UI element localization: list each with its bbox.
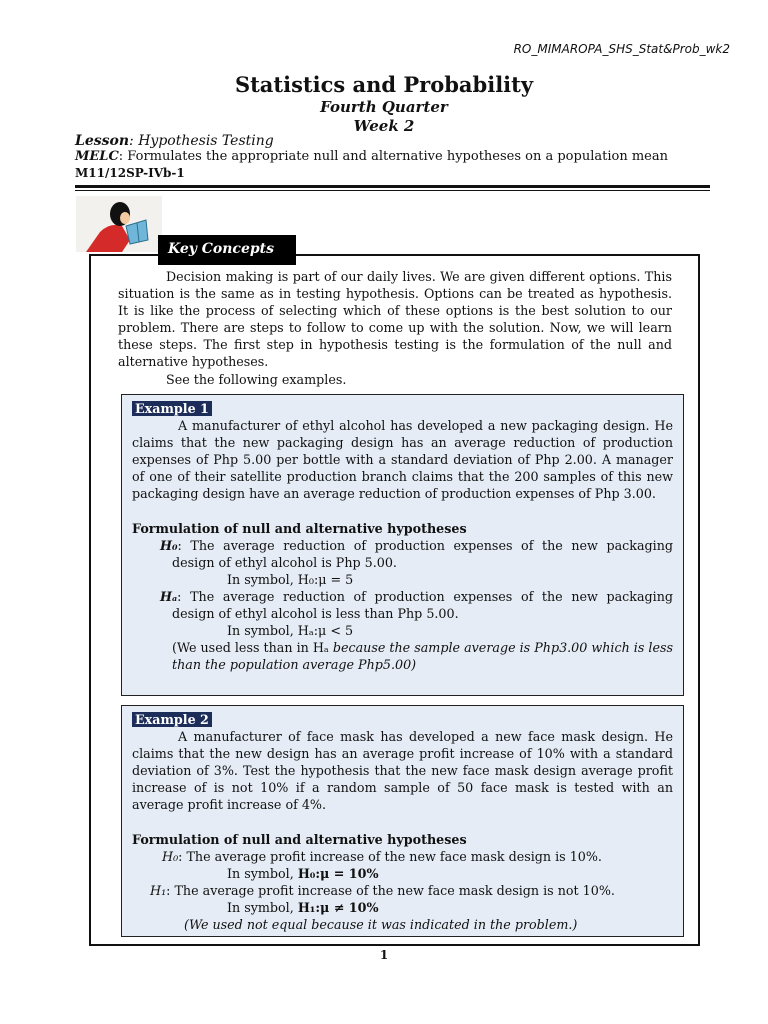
example-2-h0-symbol-line: [132, 865, 673, 882]
example-2-problem: A manufacturer of face mask has developed a new face mask design. He claims that the new design has an average profit increase of 10% with a standard deviation of 3%. Test the hypothesis that the new face mask design average profit increase of is not 10% if a random sample of 50 face mask is tested with an average profit increase of 4%.: [132, 729, 673, 813]
example-2-h0-symbol-label: In symbol,: [227, 865, 298, 881]
example-2-h1-symbol-label: In symbol,: [227, 899, 298, 915]
example-2-h1-symbol-line: [132, 899, 673, 916]
example-1-note: [132, 639, 673, 673]
example-2-h1-text: : The average profit increase of the new face mask design is not 10%.: [166, 882, 615, 898]
example-2-h0-symbol-value: H₀:μ = 10%: [297, 865, 379, 881]
example-2-h1: [132, 882, 673, 899]
example-1-h0: [132, 537, 673, 571]
header-divider-thick: [75, 185, 710, 188]
intro-text: Decision making is part of our daily lives. We are given different options. This situation is the same as in testing hypothesis. Options can be treated as hypothesis. It is like the process of selecting which of these options is the best solution to our problem. There are steps to follow to come up with the solution. Now, we will learn these steps. The first step in hypothesis testing is the formulation of the null and alternative hypotheses.: [118, 269, 672, 370]
example-2-box: [121, 705, 684, 937]
example-1-note-part1: (We used less than in Hₐ: [172, 640, 329, 656]
example-1-h0-text: : The average reduction of production expenses of the new packaging design of ethyl alcohol is Php 5.00.: [172, 537, 673, 570]
page-title: Statistics and Probability: [234, 72, 534, 97]
lesson-value: : Hypothesis Testing: [129, 133, 274, 149]
example-1-ha-text: : The average reduction of production expenses of the new packaging design of ethyl alcohol is less than Php 5.00.: [172, 588, 673, 622]
competency-code: M11/12SP-IVb-1: [75, 166, 185, 180]
document-code: RO_MIMAROPA_SHS_Stat&Prob_wk2: [513, 42, 730, 56]
example-1-ha-symbol-line: In symbol, Hₐ:μ < 5: [227, 623, 354, 639]
example-1-box: [121, 394, 684, 696]
example-2-heading: Formulation of null and alternative hypotheses: [132, 831, 467, 847]
quarter-subtitle: Fourth Quarter: [320, 98, 448, 116]
key-concepts-tab: Key Concepts: [158, 235, 296, 265]
see-examples-text: See the following examples.: [166, 371, 347, 387]
melc-value: : Formulates the appropriate null and alternative hypotheses on a population mean: [118, 149, 668, 164]
example-2-note: (We used not equal because it was indicated in the problem.): [184, 917, 578, 933]
intro-paragraph: [118, 268, 672, 388]
week-subtitle: Week 2: [353, 117, 415, 135]
example-1-problem: A manufacturer of ethyl alcohol has developed a new packaging design. He claims that the new packaging design has an average reduction of production expenses of Php 5.00 per bottle with a standard deviation of Php 2.00. A manager of one of their satellite production branch claims that the 200 samples of this new packaging design have an average reduction of production expenses of Php 3.00.: [132, 418, 673, 502]
melc-label: MELC: [75, 149, 119, 164]
page-number: 1: [379, 948, 389, 962]
example-1-h0-symbol: H₀: [160, 537, 178, 553]
example-2-h0: [132, 848, 673, 865]
example-1-h0-symbol-line: In symbol, H₀:μ = 5: [227, 571, 354, 587]
header-divider-thin: [75, 190, 710, 191]
example-2-h1-symbol: H₁: [150, 882, 167, 898]
example-1-note-part2: because the sample average is Php3.00 which is less than the population average Php5.00): [172, 640, 673, 673]
lesson-label: Lesson: [75, 133, 130, 149]
lesson-line: [75, 133, 274, 149]
example-1-ha-symbol: Hₐ: [160, 588, 178, 604]
reading-student-icon: [76, 196, 162, 252]
melc-line: [75, 149, 668, 164]
example-1-tag: Example 1: [132, 401, 212, 416]
example-2-h0-symbol: H₀: [162, 848, 179, 864]
example-2-h1-symbol-value: H₁:μ ≠ 10%: [297, 899, 379, 915]
example-1-heading: Formulation of null and alternative hypotheses: [132, 520, 467, 536]
example-2-h0-text: : The average profit increase of the new face mask design is 10%.: [178, 848, 602, 864]
example-2-tag: Example 2: [132, 712, 212, 727]
example-1-ha: [132, 588, 673, 622]
